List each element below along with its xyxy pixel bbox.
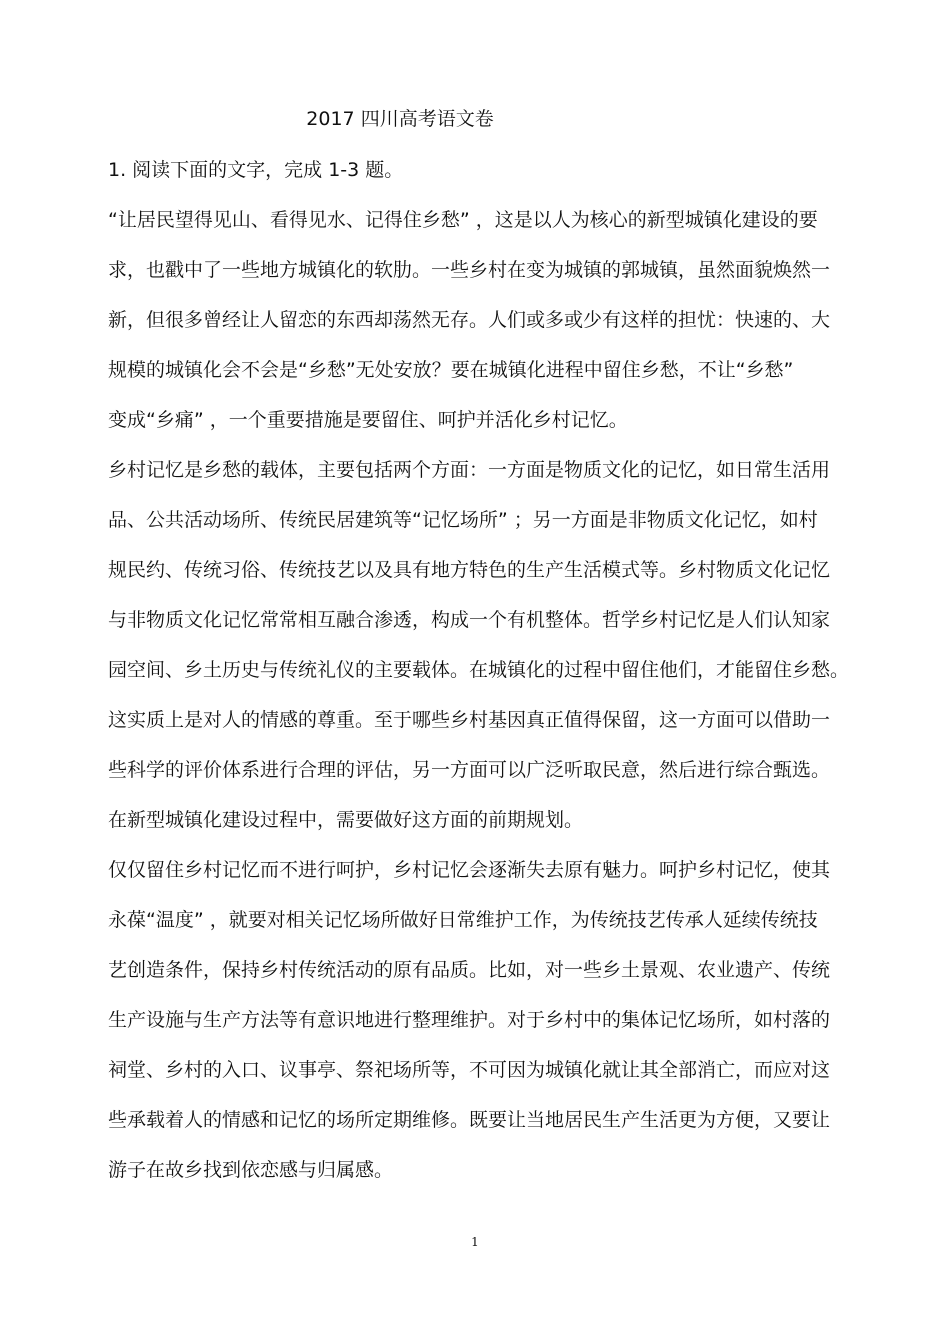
text-line: 些科学的评价体系进行合理的评估，另一方面可以广泛听取民意，然后进行综合甄选。	[108, 759, 831, 781]
text-line: 求，也戳中了一些地方城镇化的软肋。一些乡村在变为城镇的郭城镇，虽然面貌焕然一	[108, 259, 831, 281]
text-line: 品、公共活动场所、传统民居建筑等“记忆场所” ；另一方面是非物质文化记忆，如村	[108, 509, 818, 531]
text-line: 与非物质文化记忆常常相互融合渗透，构成一个有机整体。哲学乡村记忆是人们认知家	[108, 609, 831, 631]
text-line: 游子在故乡找到依恋感与归属感。	[108, 1159, 394, 1181]
text-line: 仅仅留住乡村记忆而不进行呵护，乡村记忆会逐渐失去原有魅力。呵护乡村记忆，使其	[108, 859, 831, 881]
text-line: 乡村记忆是乡愁的载体，主要包括两个方面：一方面是物质文化的记忆，如日常生活用	[108, 459, 831, 481]
text-line: 祠堂、乡村的入口、议事亭、祭祀场所等，不可因为城镇化就让其全部消亡，而应对这	[108, 1059, 831, 1081]
question-instruction: 1. 阅读下面的文字，完成 1-3 题。	[108, 159, 404, 181]
text-line: 在新型城镇化建设过程中，需要做好这方面的前期规划。	[108, 809, 584, 831]
text-line: 园空间、乡土历史与传统礼仪的主要载体。在城镇化的过程中留住他们，才能留住乡愁。	[108, 659, 850, 681]
text-line: 规模的城镇化会不会是“乡愁”无处安放？要在城镇化进程中留住乡愁，不让“乡愁”	[108, 359, 794, 381]
text-line: 变成“乡痛” ，一个重要措施是要留住、呵护并活化乡村记忆。	[108, 409, 628, 431]
text-line: 生产设施与生产方法等有意识地进行整理维护。对于乡村中的集体记忆场所，如村落的	[108, 1009, 831, 1031]
text-line: “让居民望得见山、看得见水、记得住乡愁” ，这是以人为核心的新型城镇化建设的要	[108, 209, 818, 231]
text-line: 艺创造条件，保持乡村传统活动的原有品质。比如，对一些乡土景观、农业遗产、传统	[108, 959, 831, 981]
page-number: 1	[471, 1235, 479, 1249]
text-line: 新，但很多曾经让人留恋的东西却荡然无存。人们或多或少有这样的担忧：快速的、大	[108, 309, 831, 331]
document-title: 2017 四川高考语文卷	[306, 108, 494, 130]
text-line: 些承载着人的情感和记忆的场所定期维修。既要让当地居民生产生活更为方便，又要让	[108, 1109, 831, 1131]
text-line: 规民约、传统习俗、传统技艺以及具有地方特色的生产生活模式等。乡村物质文化记忆	[108, 559, 831, 581]
text-line: 永葆“温度” ，就要对相关记忆场所做好日常维护工作，为传统技艺传承人延续传统技	[108, 909, 818, 931]
text-line: 这实质上是对人的情感的尊重。至于哪些乡村基因真正值得保留，这一方面可以借助一	[108, 709, 831, 731]
